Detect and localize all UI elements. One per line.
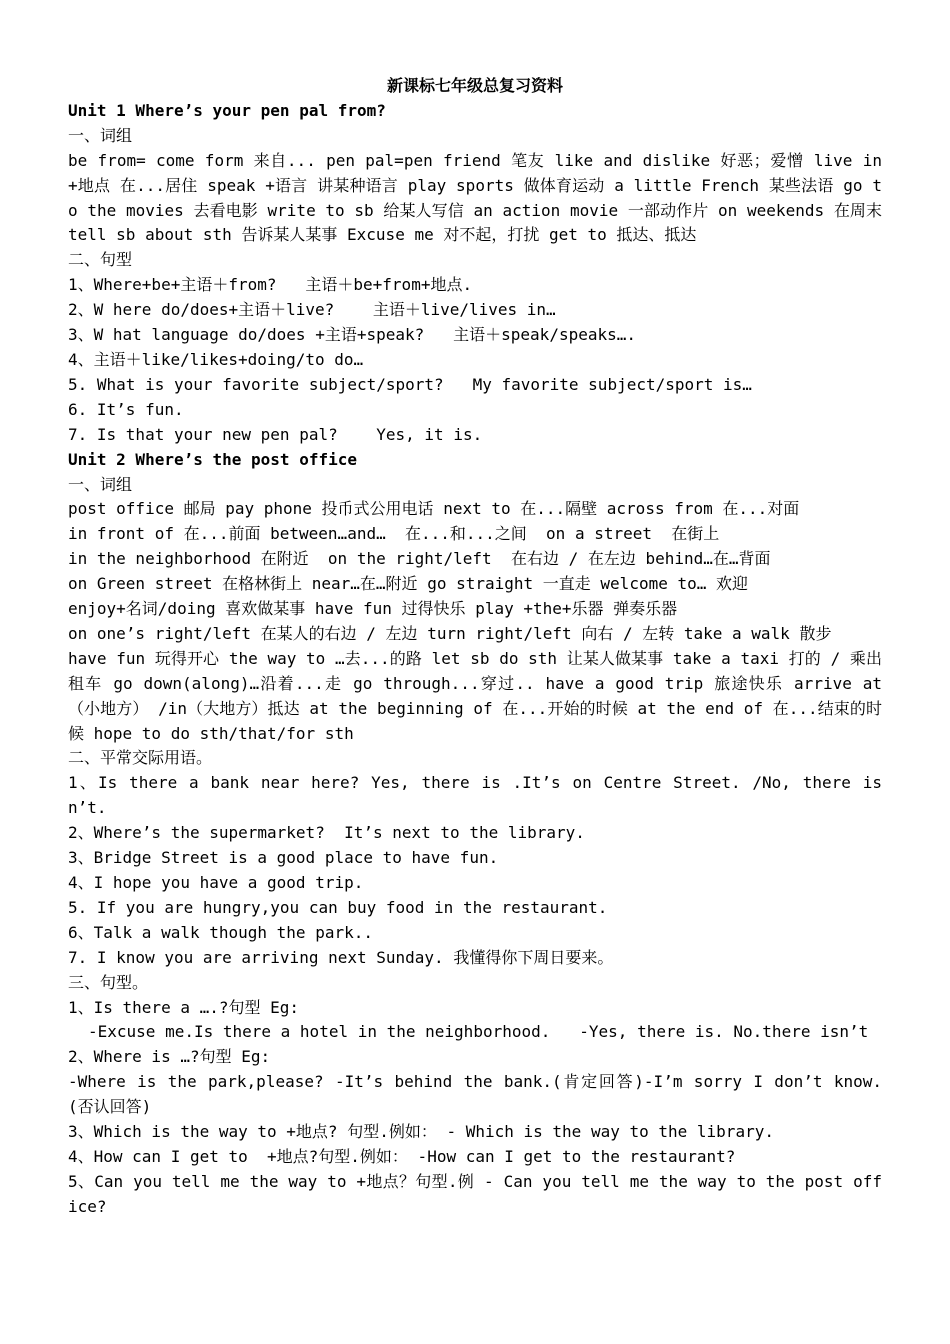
unit-2-vocab-line: on Green street 在格林街上 near…在…附近 go straight 一直走 welcome to… 欢迎 [68, 574, 749, 594]
unit-1-sentence: 2、W here do/does+主语＋live? 主语＋live/lives in… [68, 300, 556, 320]
unit-2-heading: Unit 2 Where’s the post office [68, 449, 357, 469]
unit-2-pattern: 1、Is there a ….?句型 Eg: [68, 997, 300, 1017]
unit-1-sentence: 4、主语＋like/likes+doing/to do… [68, 349, 364, 369]
unit-1-sentence-heading: 二、句型 [68, 250, 133, 270]
unit-2-phrase: 1、Is there a bank near here? Yes, there is .It’s on Centre Street. /No, there isn’t. [68, 773, 882, 818]
unit-1-sentence: 7. Is that your new pen pal? Yes, it is. [68, 424, 483, 444]
unit-2-phrase: 4、I hope you have a good trip. [68, 873, 364, 892]
unit-2-phrase: 7. I know you are arriving next Sunday. 我懂得你下周日要来。 [68, 947, 614, 967]
unit-2-phrase-heading: 二、平常交际用语。 [68, 748, 213, 768]
unit-2-vocab-line: in front of 在...前面 between…and… 在...和...之间 on a street 在街上 [68, 524, 720, 544]
unit-2-phrase: 6、Talk a walk though the park.. [68, 922, 373, 942]
unit-2-phrase: 3、Bridge Street is a good place to have fun. [68, 848, 499, 868]
unit-2-pattern-example: -Excuse me.Is there a hotel in the neighborhood. -Yes, there is. No.there isn’t [88, 1022, 869, 1042]
unit-1-vocab-heading: 一、词组 [68, 125, 133, 145]
unit-1-sentence: 6. It’s fun. [68, 399, 184, 419]
unit-2-pattern: 3、Which is the way to +地点? 句型.例如： - Which is the way to the library. [68, 1122, 774, 1142]
unit-2-vocab-line: post office 邮局 pay phone 投币式公用电话 next to 在...隔壁 across from 在...对面 [68, 499, 800, 519]
unit-2-pattern-example: -Where is the park,please? -It’s behind the bank.(肯定回答)-I’m sorry I don’t know. (否认回答) [68, 1072, 882, 1117]
unit-1-sentence: 3、W hat language do/does +主语+speak? 主语＋speak/speaks…. [68, 325, 637, 345]
unit-2-vocab-line: in the neighborhood 在附近 on the right/left 在右边 / 在左边 behind…在…背面 [68, 549, 771, 569]
unit-1-sentence: 1、Where+be+主语＋from? 主语＋be+from+地点. [68, 275, 473, 295]
unit-2-pattern-heading: 三、句型。 [68, 972, 149, 992]
unit-2-pattern: 2、Where is …?句型 Eg: [68, 1047, 271, 1067]
unit-2-pattern: 4、How can I get to +地点?句型.例如： -How can I get to the restaurant? [68, 1146, 736, 1166]
unit-1-heading: Unit 1 Where’s your pen pal from? [68, 100, 386, 120]
unit-2-phrase: 2、Where’s the supermarket? It’s next to the library. [68, 823, 585, 843]
unit-2-pattern: 5、Can you tell me the way to +地点？句型.例 - Can you tell me the way to the post office? [68, 1171, 882, 1216]
document-page [68, 74, 882, 1220]
unit-2-phrase: 5. If you are hungry,you can buy food in the restaurant. [68, 897, 608, 917]
unit-1-sentence: 5. What is your favorite subject/sport? My favorite subject/sport is… [68, 374, 752, 394]
unit-2-vocab-paragraph: on one’s right/left 在某人的右边 / 左边 turn right/left 向右 / 左转 take a walk 散步 [68, 623, 832, 643]
unit-2-vocab-paragraph: have fun 玩得开心 the way to …去...的路 let sb do sth 让某人做某事 take a taxi 打的 / 乘出租车 go down(along)…沿着...走 go through...穿过.. have a good trip 旅途快乐 arrive at（小地方） /in（大地方）抵达 at the beginning of 在...开始的时候 at the end of 在...结束的时候 hope to do sth/that/for sth [68, 648, 882, 743]
document-title: 新课标七年级总复习资料 [386, 76, 563, 95]
unit-1-vocab-paragraph: be from= come form 来自... pen pal=pen friend 笔友 like and dislike 好恶；爱憎 live in +地点 在...居住 speak +语言 讲某种语言 play sports 做体育运动 a little French 某些法语 go to the movies 去看电影 write to sb 给某人写信 an action movie 一部动作片 on weekends 在周末 tell sb about sth 告诉某人某事 Excuse me 对不起，打扰 get to 抵达、抵达 [68, 150, 882, 245]
unit-2-vocab-line: enjoy+名词/doing 喜欢做某事 have fun 过得快乐 play +the+乐器 弹奏乐器 [68, 599, 678, 619]
unit-2-vocab-heading: 一、词组 [68, 474, 133, 494]
